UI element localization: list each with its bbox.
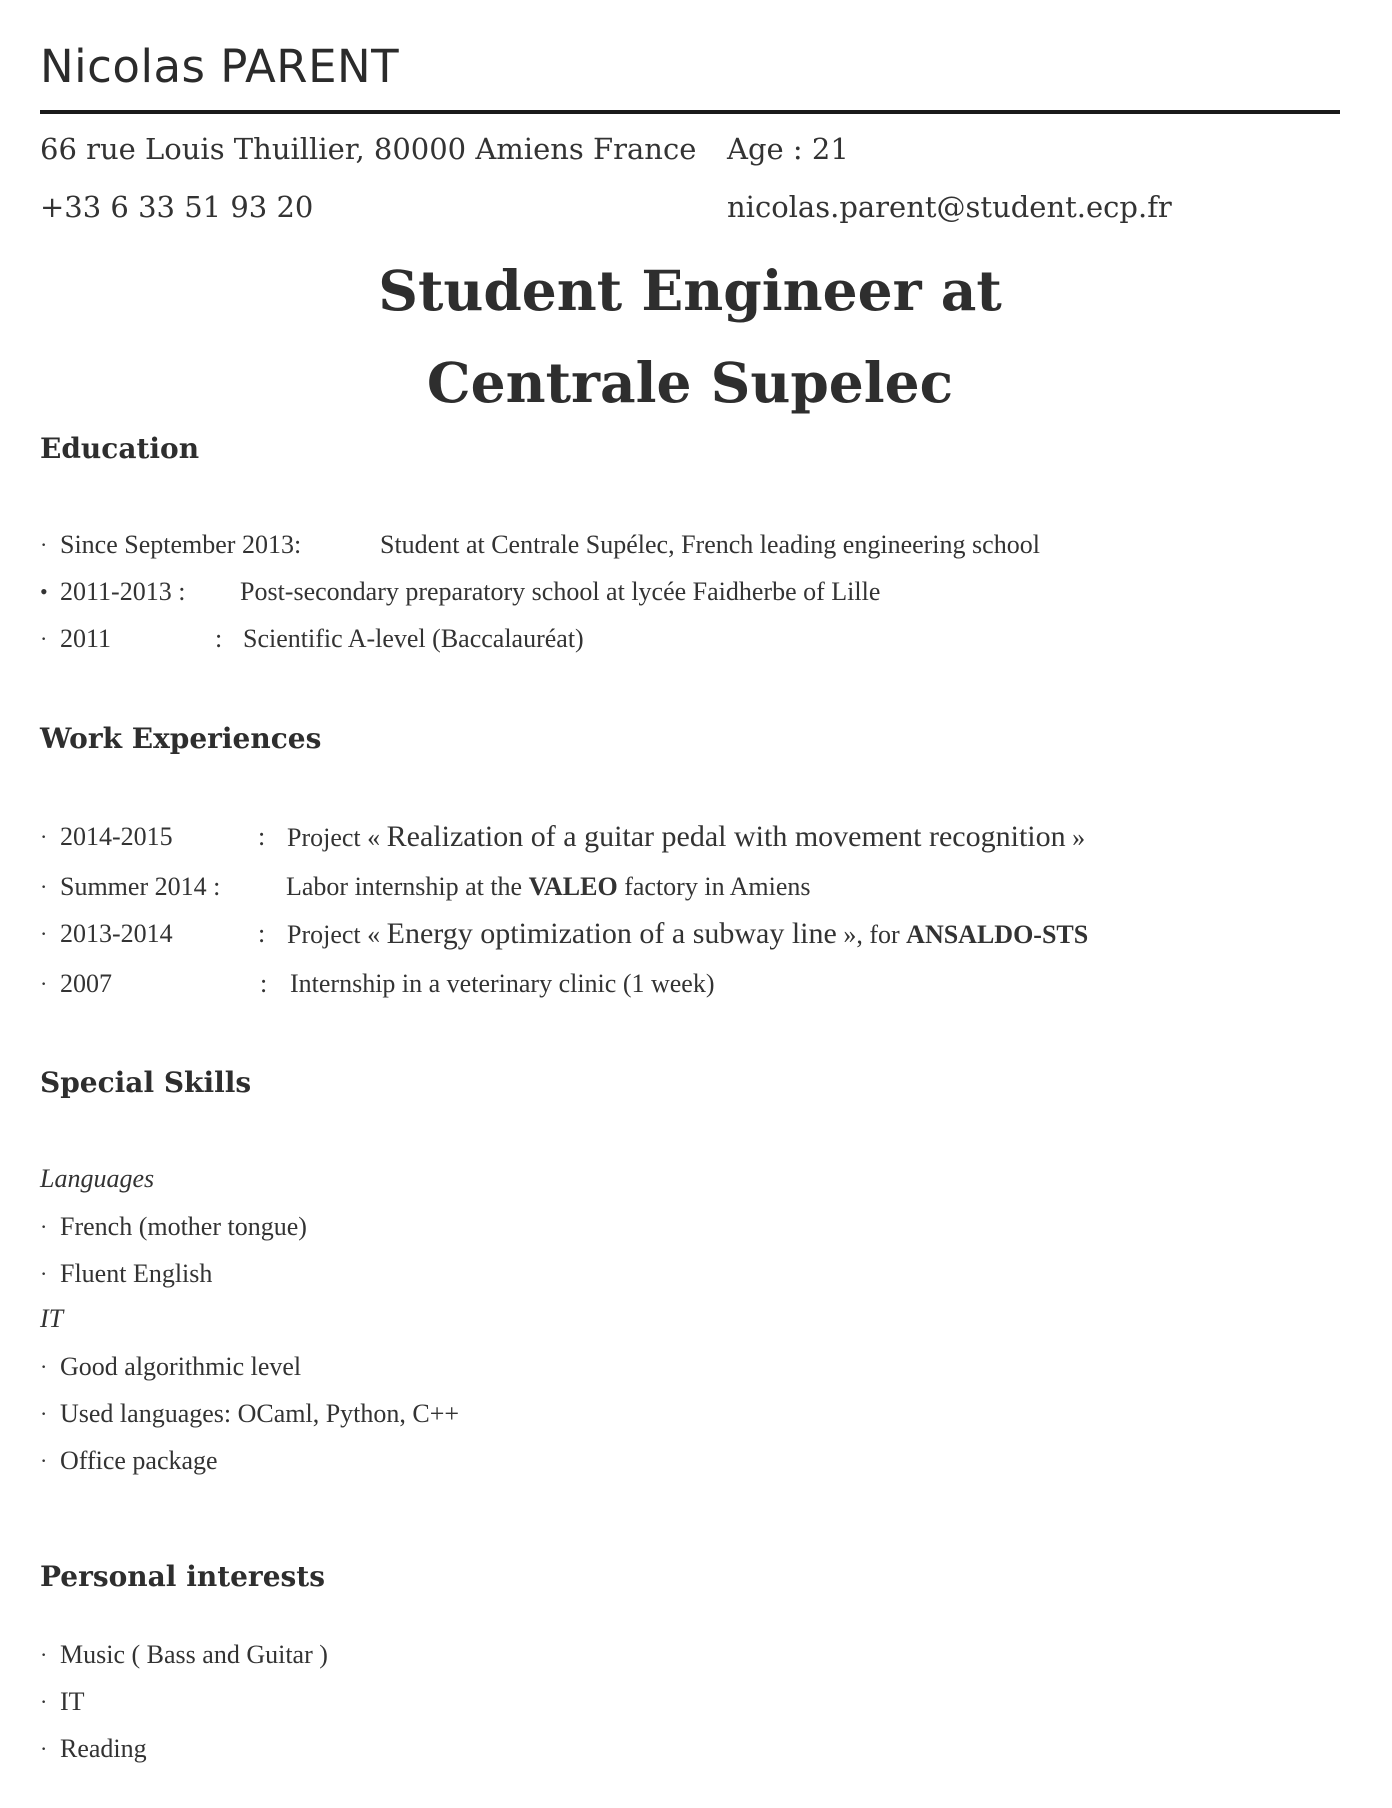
education-description: Scientific A-level (Baccalauréat): [243, 624, 584, 653]
bullet: ·: [40, 1448, 48, 1473]
work-description: [287, 820, 1085, 855]
bullet: ·: [40, 1354, 48, 1379]
email-address: nicolas.parent@student.ecp.fr: [727, 190, 1172, 224]
work-description: [287, 917, 1088, 952]
text-suffix: factory in Amiens: [617, 872, 811, 901]
bullet: ·: [40, 1261, 48, 1286]
header-divider: [40, 110, 1340, 114]
education-date: 2011: [60, 624, 112, 653]
skill-text: French (mother tongue): [60, 1212, 307, 1241]
bullet: ·: [40, 824, 48, 849]
skill-text: Office package: [60, 1446, 218, 1475]
skill-text: Fluent English: [60, 1259, 213, 1288]
job-title-line-1: Student Engineer at: [378, 258, 1002, 323]
project-name: Realization of a guitar pedal with movement recognition: [386, 820, 1066, 853]
education-description: Student at Centrale Supélec, French leading engineering school: [380, 530, 1040, 559]
bullet: ·: [40, 1214, 48, 1239]
separator: :: [258, 822, 266, 851]
education-heading: Education: [40, 432, 200, 465]
bullet: ·: [40, 1689, 48, 1714]
separator: :: [258, 919, 266, 948]
it-subheading: IT: [40, 1304, 64, 1333]
work-date: 2013-2014: [60, 919, 173, 948]
education-description: Post-secondary preparatory school at lycée Faidherbe of Lille: [240, 577, 881, 606]
bullet: ·: [40, 532, 48, 557]
address: 66 rue Louis Thuillier, 80000 Amiens France: [40, 132, 697, 166]
work-date: 2014-2015: [60, 822, 173, 851]
interests-heading: Personal interests: [40, 1560, 325, 1593]
skill-text: Good algorithmic level: [60, 1352, 302, 1381]
candidate-name: Nicolas PARENT: [40, 40, 400, 93]
phone-number: +33 6 33 51 93 20: [40, 190, 314, 224]
work-date: 2007: [60, 969, 112, 998]
bullet: •: [40, 579, 48, 604]
bullet: ·: [40, 971, 48, 996]
text-prefix: Project «: [287, 920, 387, 949]
project-name: Energy optimization of a subway line: [386, 917, 837, 950]
skill-text: Used languages: OCaml, Python, C++: [60, 1399, 460, 1428]
skills-heading: Special Skills: [40, 1066, 252, 1099]
education-date: Since September 2013:: [60, 530, 302, 559]
interest-text: Reading: [60, 1734, 147, 1763]
separator: :: [260, 969, 268, 998]
job-title-line-2: Centrale Supelec: [426, 350, 954, 415]
work-heading: Work Experiences: [40, 722, 322, 755]
separator: :: [215, 624, 223, 653]
age: Age : 21: [727, 132, 849, 166]
text-suffix: »: [1065, 823, 1086, 852]
interest-text: Music ( Bass and Guitar ): [60, 1640, 328, 1669]
education-date: 2011-2013 :: [60, 577, 186, 606]
job-title: [0, 245, 1380, 429]
work-date: Summer 2014 :: [60, 872, 221, 901]
bullet: ·: [40, 1642, 48, 1667]
bullet: ·: [40, 874, 48, 899]
company-name: VALEO: [528, 872, 618, 901]
text-middle: », for: [836, 920, 907, 949]
languages-subheading: Languages: [40, 1164, 155, 1193]
bullet: ·: [40, 626, 48, 651]
company-name: ANSALDO-STS: [906, 920, 1089, 949]
bullet: ·: [40, 1736, 48, 1761]
text-prefix: Project «: [287, 823, 387, 852]
work-description: [286, 870, 811, 904]
interest-text: IT: [60, 1687, 85, 1716]
text-prefix: Labor internship at the: [286, 872, 529, 901]
bullet: ·: [40, 921, 48, 946]
bullet: ·: [40, 1401, 48, 1426]
work-description: Internship in a veterinary clinic (1 week): [290, 969, 715, 998]
